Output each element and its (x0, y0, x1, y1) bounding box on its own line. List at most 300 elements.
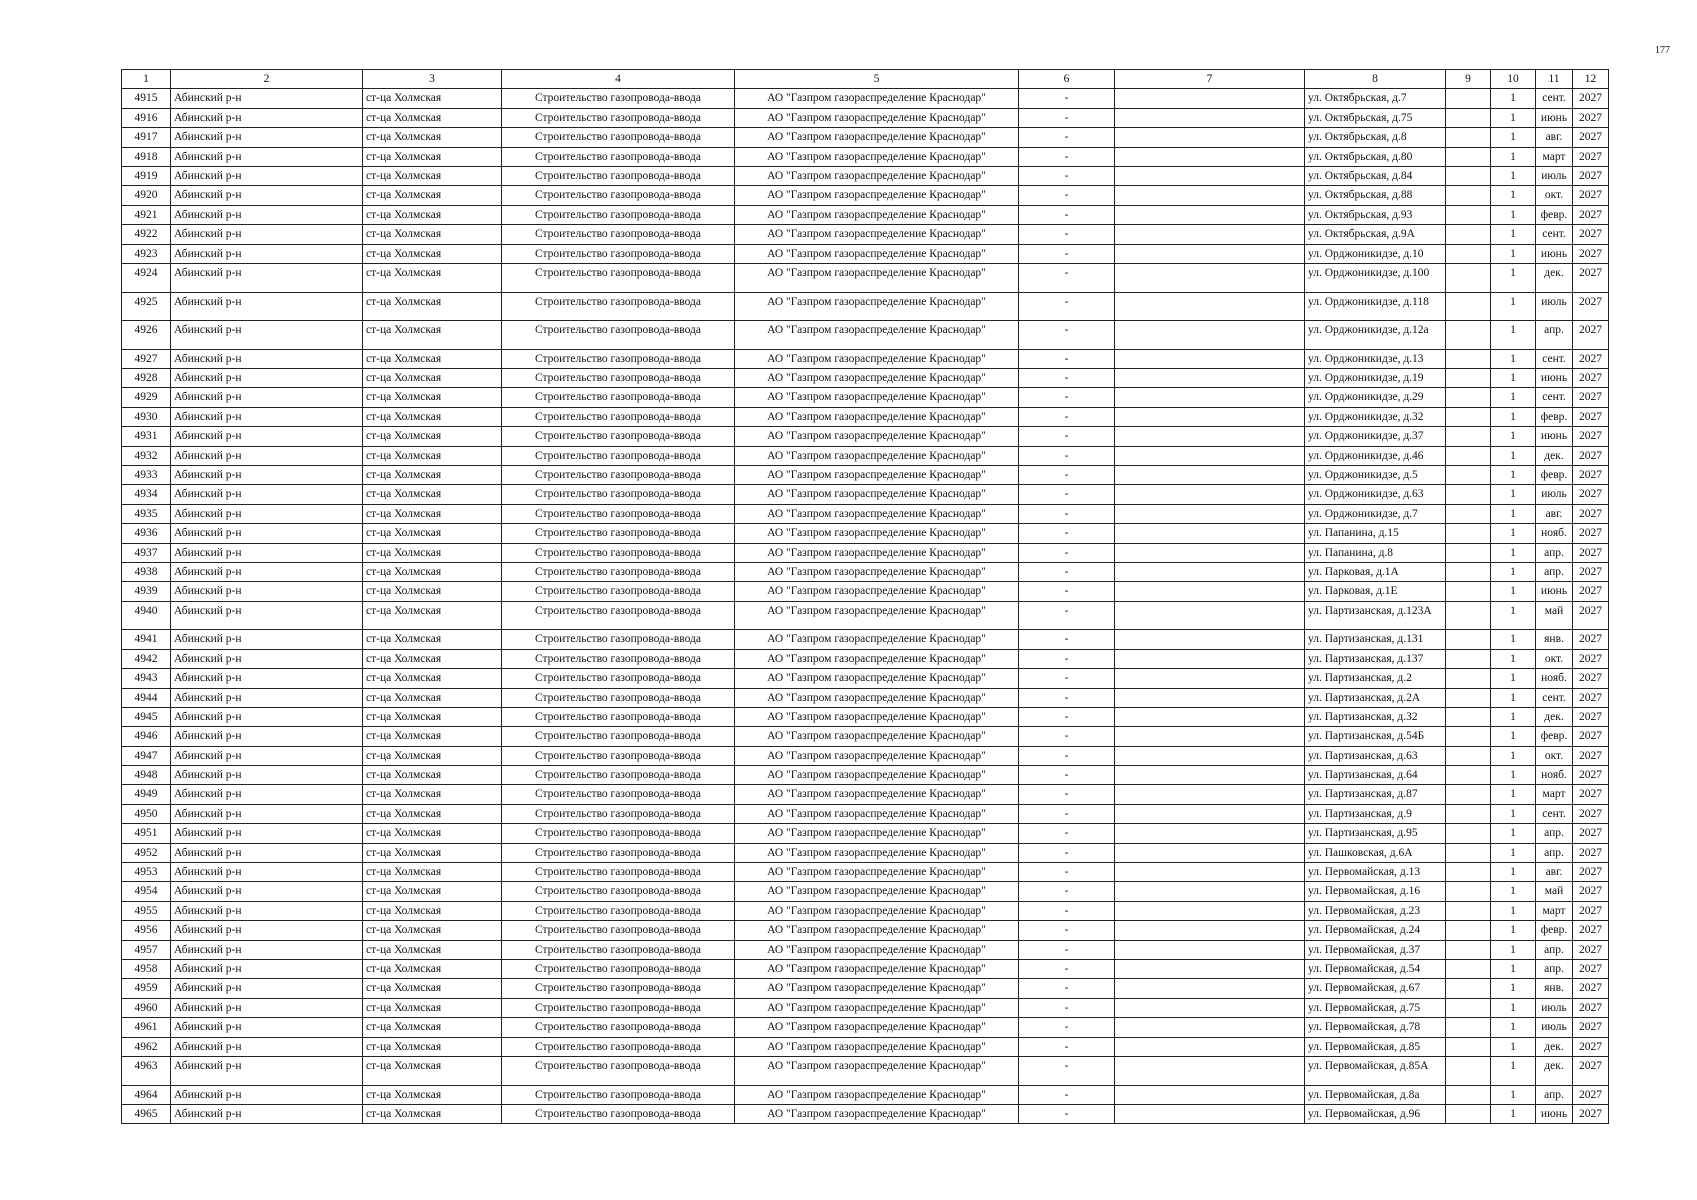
empty-cell (1446, 108, 1491, 127)
dash-cell: - (1019, 388, 1115, 407)
year-cell: 2027 (1573, 369, 1609, 388)
table-row (122, 524, 1609, 543)
year-cell: 2027 (1573, 225, 1609, 244)
quantity-cell: 1 (1491, 186, 1536, 205)
month-cell: апр. (1536, 843, 1573, 862)
year-cell: 2027 (1573, 727, 1609, 746)
month-cell: дек. (1536, 1037, 1573, 1056)
address-cell: ул. Октябрьская, д.93 (1305, 205, 1446, 224)
table-row (122, 804, 1609, 823)
year-cell: 2027 (1573, 746, 1609, 765)
dash-cell: - (1019, 940, 1115, 959)
row-number-cell: 4958 (122, 960, 171, 979)
address-cell: ул. Партизанская, д.123А (1305, 601, 1446, 630)
empty-cell (1446, 1018, 1491, 1037)
row-number-cell: 4945 (122, 707, 171, 726)
work-type-cell: Строительство газопровода-ввода (502, 863, 735, 882)
month-cell: окт. (1536, 746, 1573, 765)
district-cell: Абинский р-н (171, 979, 363, 998)
district-cell: Абинский р-н (171, 824, 363, 843)
row-number-cell: 4961 (122, 1018, 171, 1037)
empty-cell (1446, 263, 1491, 292)
organization-cell: АО "Газпром газораспределение Краснодар" (735, 843, 1019, 862)
work-type-cell: Строительство газопровода-ввода (502, 998, 735, 1017)
address-cell: ул. Орджоникидзе, д.5 (1305, 466, 1446, 485)
empty-cell (1115, 960, 1305, 979)
row-number-cell: 4922 (122, 225, 171, 244)
row-number-cell: 4960 (122, 998, 171, 1017)
year-cell: 2027 (1573, 582, 1609, 601)
empty-cell (1115, 649, 1305, 668)
organization-cell: АО "Газпром газораспределение Краснодар" (735, 1037, 1019, 1056)
row-number-cell: 4956 (122, 921, 171, 940)
work-type-cell: Строительство газопровода-ввода (502, 407, 735, 426)
empty-cell (1446, 446, 1491, 465)
district-cell: Абинский р-н (171, 543, 363, 562)
row-number-cell: 4952 (122, 843, 171, 862)
empty-cell (1446, 582, 1491, 601)
work-type-cell: Строительство газопровода-ввода (502, 601, 735, 630)
organization-cell: АО "Газпром газораспределение Краснодар" (735, 998, 1019, 1017)
organization-cell: АО "Газпром газораспределение Краснодар" (735, 1018, 1019, 1037)
year-cell: 2027 (1573, 804, 1609, 823)
month-cell: апр. (1536, 1085, 1573, 1104)
row-number-cell: 4937 (122, 543, 171, 562)
empty-cell (1115, 882, 1305, 901)
month-cell: нояб. (1536, 766, 1573, 785)
month-cell: июнь (1536, 427, 1573, 446)
quantity-cell: 1 (1491, 108, 1536, 127)
settlement-cell: ст-ца Холмская (363, 843, 502, 862)
empty-cell (1446, 669, 1491, 688)
dash-cell: - (1019, 1056, 1115, 1085)
row-number-cell: 4946 (122, 727, 171, 746)
row-number-cell: 4916 (122, 108, 171, 127)
table-row (122, 321, 1609, 350)
quantity-cell: 1 (1491, 630, 1536, 649)
dash-cell: - (1019, 369, 1115, 388)
quantity-cell: 1 (1491, 427, 1536, 446)
work-type-cell: Строительство газопровода-ввода (502, 388, 735, 407)
quantity-cell: 1 (1491, 940, 1536, 959)
district-cell: Абинский р-н (171, 960, 363, 979)
year-cell: 2027 (1573, 407, 1609, 426)
quantity-cell: 1 (1491, 707, 1536, 726)
table-row (122, 979, 1609, 998)
empty-cell (1115, 388, 1305, 407)
row-number-cell: 4936 (122, 524, 171, 543)
year-cell: 2027 (1573, 998, 1609, 1017)
work-type-cell: Строительство газопровода-ввода (502, 427, 735, 446)
settlement-cell: ст-ца Холмская (363, 225, 502, 244)
month-cell: авг. (1536, 504, 1573, 523)
year-cell: 2027 (1573, 649, 1609, 668)
address-cell: ул. Партизанская, д.2 (1305, 669, 1446, 688)
year-cell: 2027 (1573, 601, 1609, 630)
organization-cell: АО "Газпром газораспределение Краснодар" (735, 649, 1019, 668)
quantity-cell: 1 (1491, 524, 1536, 543)
table-row (122, 1037, 1609, 1056)
work-type-cell: Строительство газопровода-ввода (502, 582, 735, 601)
settlement-cell: ст-ца Холмская (363, 166, 502, 185)
quantity-cell: 1 (1491, 882, 1536, 901)
work-type-cell: Строительство газопровода-ввода (502, 205, 735, 224)
table-row (122, 543, 1609, 562)
organization-cell: АО "Газпром газораспределение Краснодар" (735, 630, 1019, 649)
row-number-cell: 4959 (122, 979, 171, 998)
row-number-cell: 4925 (122, 292, 171, 321)
organization-cell: АО "Газпром газораспределение Краснодар" (735, 1104, 1019, 1123)
dash-cell: - (1019, 998, 1115, 1017)
empty-cell (1446, 466, 1491, 485)
month-cell: май (1536, 601, 1573, 630)
empty-cell (1115, 940, 1305, 959)
work-type-cell: Строительство газопровода-ввода (502, 824, 735, 843)
empty-cell (1446, 349, 1491, 368)
quantity-cell: 1 (1491, 979, 1536, 998)
quantity-cell: 1 (1491, 785, 1536, 804)
year-cell: 2027 (1573, 166, 1609, 185)
header-cell: 2 (171, 70, 363, 89)
empty-cell (1115, 225, 1305, 244)
register-table (121, 69, 1609, 1124)
work-type-cell: Строительство газопровода-ввода (502, 108, 735, 127)
settlement-cell: ст-ца Холмская (363, 1037, 502, 1056)
quantity-cell: 1 (1491, 649, 1536, 668)
quantity-cell: 1 (1491, 166, 1536, 185)
empty-cell (1115, 1085, 1305, 1104)
empty-cell (1446, 707, 1491, 726)
work-type-cell: Строительство газопровода-ввода (502, 166, 735, 185)
work-type-cell: Строительство газопровода-ввода (502, 485, 735, 504)
table-row (122, 128, 1609, 147)
month-cell: июнь (1536, 369, 1573, 388)
organization-cell: АО "Газпром газораспределение Краснодар" (735, 524, 1019, 543)
work-type-cell: Строительство газопровода-ввода (502, 688, 735, 707)
year-cell: 2027 (1573, 901, 1609, 920)
month-cell: апр. (1536, 960, 1573, 979)
dash-cell: - (1019, 562, 1115, 581)
header-cell: 5 (735, 70, 1019, 89)
work-type-cell: Строительство газопровода-ввода (502, 446, 735, 465)
year-cell: 2027 (1573, 292, 1609, 321)
empty-cell (1115, 843, 1305, 862)
dash-cell: - (1019, 863, 1115, 882)
empty-cell (1446, 543, 1491, 562)
row-number-cell: 4933 (122, 466, 171, 485)
settlement-cell: ст-ца Холмская (363, 979, 502, 998)
address-cell: ул. Октябрьская, д.75 (1305, 108, 1446, 127)
settlement-cell: ст-ца Холмская (363, 998, 502, 1017)
quantity-cell: 1 (1491, 843, 1536, 862)
row-number-cell: 4948 (122, 766, 171, 785)
month-cell: сент. (1536, 688, 1573, 707)
settlement-cell: ст-ца Холмская (363, 727, 502, 746)
month-cell: сент. (1536, 225, 1573, 244)
header-cell: 9 (1446, 70, 1491, 89)
row-number-cell: 4939 (122, 582, 171, 601)
address-cell: ул. Первомайская, д.13 (1305, 863, 1446, 882)
dash-cell: - (1019, 89, 1115, 108)
district-cell: Абинский р-н (171, 89, 363, 108)
settlement-cell: ст-ца Холмская (363, 427, 502, 446)
table-row (122, 369, 1609, 388)
empty-cell (1115, 166, 1305, 185)
address-cell: ул. Орджоникидзе, д.37 (1305, 427, 1446, 446)
organization-cell: АО "Газпром газораспределение Краснодар" (735, 427, 1019, 446)
empty-cell (1446, 205, 1491, 224)
organization-cell: АО "Газпром газораспределение Краснодар" (735, 225, 1019, 244)
year-cell: 2027 (1573, 205, 1609, 224)
organization-cell: АО "Газпром газораспределение Краснодар" (735, 882, 1019, 901)
work-type-cell: Строительство газопровода-ввода (502, 746, 735, 765)
empty-cell (1115, 543, 1305, 562)
empty-cell (1115, 524, 1305, 543)
table-row (122, 785, 1609, 804)
district-cell: Абинский р-н (171, 1037, 363, 1056)
row-number-cell: 4917 (122, 128, 171, 147)
district-cell: Абинский р-н (171, 186, 363, 205)
address-cell: ул. Партизанская, д.95 (1305, 824, 1446, 843)
table-row (122, 998, 1609, 1017)
organization-cell: АО "Газпром газораспределение Краснодар" (735, 128, 1019, 147)
header-cell: 6 (1019, 70, 1115, 89)
address-cell: ул. Партизанская, д.131 (1305, 630, 1446, 649)
quantity-cell: 1 (1491, 89, 1536, 108)
organization-cell: АО "Газпром газораспределение Краснодар" (735, 727, 1019, 746)
empty-cell (1446, 427, 1491, 446)
work-type-cell: Строительство газопровода-ввода (502, 804, 735, 823)
year-cell: 2027 (1573, 669, 1609, 688)
dash-cell: - (1019, 225, 1115, 244)
month-cell: янв. (1536, 979, 1573, 998)
empty-cell (1115, 979, 1305, 998)
settlement-cell: ст-ца Холмская (363, 1056, 502, 1085)
dash-cell: - (1019, 524, 1115, 543)
district-cell: Абинский р-н (171, 108, 363, 127)
row-number-cell: 4926 (122, 321, 171, 350)
empty-cell (1446, 292, 1491, 321)
table-row (122, 843, 1609, 862)
empty-cell (1446, 1037, 1491, 1056)
row-number-cell: 4932 (122, 446, 171, 465)
page-number: 177 (1655, 45, 1670, 56)
work-type-cell: Строительство газопровода-ввода (502, 921, 735, 940)
settlement-cell: ст-ца Холмская (363, 485, 502, 504)
organization-cell: АО "Газпром газораспределение Краснодар" (735, 292, 1019, 321)
district-cell: Абинский р-н (171, 1018, 363, 1037)
year-cell: 2027 (1573, 186, 1609, 205)
settlement-cell: ст-ца Холмская (363, 89, 502, 108)
row-number-cell: 4923 (122, 244, 171, 263)
settlement-cell: ст-ца Холмская (363, 1018, 502, 1037)
address-cell: ул. Парковая, д.1Е (1305, 582, 1446, 601)
month-cell: февр. (1536, 727, 1573, 746)
dash-cell: - (1019, 582, 1115, 601)
district-cell: Абинский р-н (171, 524, 363, 543)
district-cell: Абинский р-н (171, 1056, 363, 1085)
year-cell: 2027 (1573, 940, 1609, 959)
month-cell: июнь (1536, 108, 1573, 127)
dash-cell: - (1019, 1104, 1115, 1123)
year-cell: 2027 (1573, 128, 1609, 147)
organization-cell: АО "Газпром газораспределение Краснодар" (735, 407, 1019, 426)
empty-cell (1446, 147, 1491, 166)
empty-cell (1115, 1104, 1305, 1123)
year-cell: 2027 (1573, 1056, 1609, 1085)
table-body (122, 89, 1609, 1124)
dash-cell: - (1019, 108, 1115, 127)
settlement-cell: ст-ца Холмская (363, 321, 502, 350)
work-type-cell: Строительство газопровода-ввода (502, 504, 735, 523)
empty-cell (1446, 998, 1491, 1017)
table-row (122, 349, 1609, 368)
dash-cell: - (1019, 321, 1115, 350)
table-row (122, 562, 1609, 581)
organization-cell: АО "Газпром газораспределение Краснодар" (735, 562, 1019, 581)
district-cell: Абинский р-н (171, 504, 363, 523)
empty-cell (1446, 601, 1491, 630)
year-cell: 2027 (1573, 921, 1609, 940)
table-row (122, 108, 1609, 127)
empty-cell (1446, 863, 1491, 882)
table-row (122, 1104, 1609, 1123)
work-type-cell: Строительство газопровода-ввода (502, 369, 735, 388)
settlement-cell: ст-ца Холмская (363, 960, 502, 979)
work-type-cell: Строительство газопровода-ввода (502, 766, 735, 785)
district-cell: Абинский р-н (171, 785, 363, 804)
empty-cell (1446, 1104, 1491, 1123)
empty-cell (1446, 649, 1491, 668)
quantity-cell: 1 (1491, 901, 1536, 920)
address-cell: ул. Партизанская, д.137 (1305, 649, 1446, 668)
empty-cell (1446, 901, 1491, 920)
row-number-cell: 4924 (122, 263, 171, 292)
table-row (122, 863, 1609, 882)
district-cell: Абинский р-н (171, 388, 363, 407)
month-cell: окт. (1536, 186, 1573, 205)
district-cell: Абинский р-н (171, 263, 363, 292)
address-cell: ул. Орджоникидзе, д.63 (1305, 485, 1446, 504)
year-cell: 2027 (1573, 766, 1609, 785)
row-number-cell: 4947 (122, 746, 171, 765)
empty-cell (1446, 369, 1491, 388)
month-cell: февр. (1536, 921, 1573, 940)
organization-cell: АО "Газпром газораспределение Краснодар" (735, 601, 1019, 630)
table-row (122, 446, 1609, 465)
quantity-cell: 1 (1491, 244, 1536, 263)
address-cell: ул. Первомайская, д.24 (1305, 921, 1446, 940)
district-cell: Абинский р-н (171, 427, 363, 446)
empty-cell (1115, 727, 1305, 746)
table-row (122, 960, 1609, 979)
quantity-cell: 1 (1491, 543, 1536, 562)
settlement-cell: ст-ца Холмская (363, 882, 502, 901)
work-type-cell: Строительство газопровода-ввода (502, 466, 735, 485)
settlement-cell: ст-ца Холмская (363, 863, 502, 882)
address-cell: ул. Парковая, д.1А (1305, 562, 1446, 581)
year-cell: 2027 (1573, 263, 1609, 292)
empty-cell (1115, 804, 1305, 823)
work-type-cell: Строительство газопровода-ввода (502, 186, 735, 205)
row-number-cell: 4965 (122, 1104, 171, 1123)
organization-cell: АО "Газпром газораспределение Краснодар" (735, 901, 1019, 920)
district-cell: Абинский р-н (171, 601, 363, 630)
empty-cell (1446, 524, 1491, 543)
address-cell: ул. Партизанская, д.2А (1305, 688, 1446, 707)
dash-cell: - (1019, 882, 1115, 901)
table-row (122, 89, 1609, 108)
row-number-cell: 4915 (122, 89, 171, 108)
dash-cell: - (1019, 785, 1115, 804)
month-cell: апр. (1536, 543, 1573, 562)
settlement-cell: ст-ца Холмская (363, 504, 502, 523)
organization-cell: АО "Газпром газораспределение Краснодар" (735, 446, 1019, 465)
quantity-cell: 1 (1491, 960, 1536, 979)
year-cell: 2027 (1573, 321, 1609, 350)
work-type-cell: Строительство газопровода-ввода (502, 707, 735, 726)
quantity-cell: 1 (1491, 446, 1536, 465)
month-cell: март (1536, 901, 1573, 920)
quantity-cell: 1 (1491, 466, 1536, 485)
quantity-cell: 1 (1491, 321, 1536, 350)
quantity-cell: 1 (1491, 746, 1536, 765)
address-cell: ул. Октябрьская, д.80 (1305, 147, 1446, 166)
settlement-cell: ст-ца Холмская (363, 582, 502, 601)
work-type-cell: Строительство газопровода-ввода (502, 901, 735, 920)
settlement-cell: ст-ца Холмская (363, 108, 502, 127)
address-cell: ул. Пашковская, д.6А (1305, 843, 1446, 862)
empty-cell (1446, 562, 1491, 581)
quantity-cell: 1 (1491, 562, 1536, 581)
month-cell: июль (1536, 485, 1573, 504)
settlement-cell: ст-ца Холмская (363, 1085, 502, 1104)
settlement-cell: ст-ца Холмская (363, 688, 502, 707)
table-row (122, 601, 1609, 630)
settlement-cell: ст-ца Холмская (363, 562, 502, 581)
dash-cell: - (1019, 147, 1115, 166)
settlement-cell: ст-ца Холмская (363, 824, 502, 843)
organization-cell: АО "Газпром газораспределение Краснодар" (735, 349, 1019, 368)
empty-cell (1115, 186, 1305, 205)
district-cell: Абинский р-н (171, 369, 363, 388)
address-cell: ул. Орджоникидзе, д.7 (1305, 504, 1446, 523)
dash-cell: - (1019, 707, 1115, 726)
year-cell: 2027 (1573, 562, 1609, 581)
settlement-cell: ст-ца Холмская (363, 766, 502, 785)
empty-cell (1115, 1037, 1305, 1056)
quantity-cell: 1 (1491, 766, 1536, 785)
empty-cell (1446, 960, 1491, 979)
work-type-cell: Строительство газопровода-ввода (502, 562, 735, 581)
district-cell: Абинский р-н (171, 321, 363, 350)
year-cell: 2027 (1573, 147, 1609, 166)
district-cell: Абинский р-н (171, 901, 363, 920)
month-cell: янв. (1536, 630, 1573, 649)
empty-cell (1446, 89, 1491, 108)
work-type-cell: Строительство газопровода-ввода (502, 244, 735, 263)
organization-cell: АО "Газпром газораспределение Краснодар" (735, 186, 1019, 205)
empty-cell (1115, 446, 1305, 465)
organization-cell: АО "Газпром газораспределение Краснодар" (735, 940, 1019, 959)
organization-cell: АО "Газпром газораспределение Краснодар" (735, 707, 1019, 726)
table-row (122, 630, 1609, 649)
quantity-cell: 1 (1491, 292, 1536, 321)
row-number-cell: 4918 (122, 147, 171, 166)
year-cell: 2027 (1573, 785, 1609, 804)
district-cell: Абинский р-н (171, 1104, 363, 1123)
empty-cell (1446, 485, 1491, 504)
